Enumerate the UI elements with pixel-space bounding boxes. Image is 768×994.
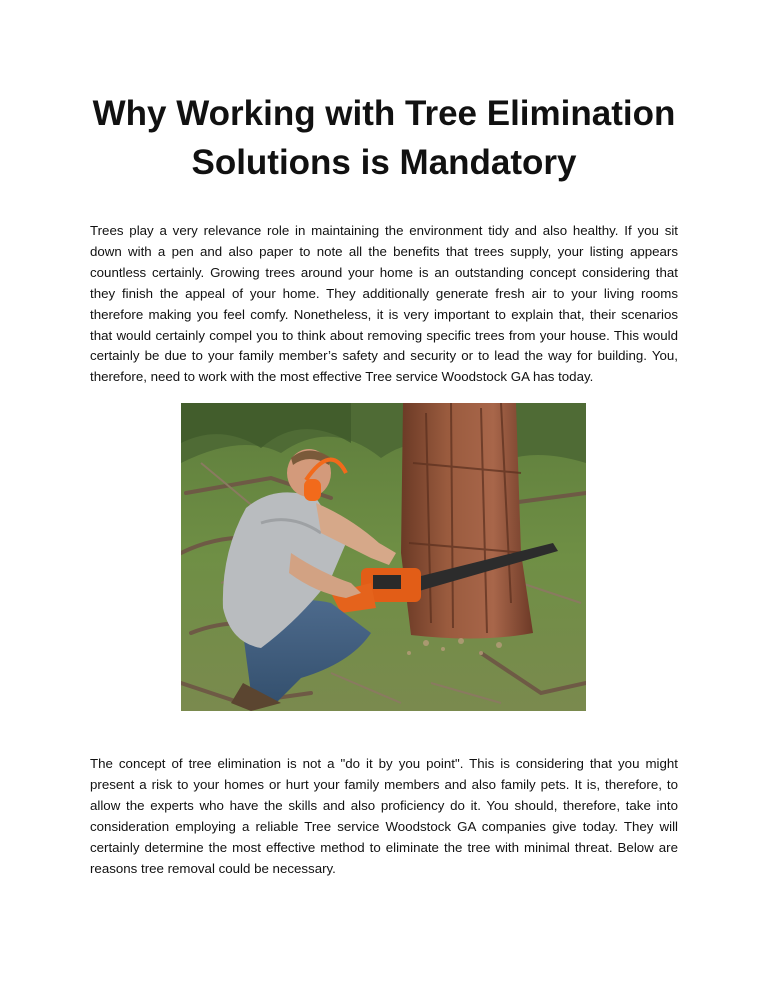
intro-paragraph: Trees play a very relevance role in maintaining the environment tidy and also healthy. If you sit down with a pen and also paper to note all the benefits that trees supply, your listing appears countless certainly. Growing trees around your home is an outstanding concept considering that they finish the appeal of your home. They additionally generate fresh air to your living rooms therefore making you feel comfy. Nonetheless, it is very important to explain that, their scenarios that would certainly compel you to think about removing specific trees from your house. This would certainly be due to your family member’s safety and security or to lead the way for building. You, therefore, need to work with the most effective Tree service Woodstock GA has today. — [90, 223, 678, 385]
page-title: Why Working with Tree Elimination Solutions is Mandatory — [92, 94, 676, 182]
body-paragraph: The concept of tree elimination is not a "do it by you point". This is considering that you might present a risk to your homes or hurt your family members and also family pets. It is, therefore, to allow the experts who have the skills and also proficiency do it. You should, therefore, take into consideration employing a reliable Tree service Woodstock GA companies give today. They will certainly determine the most effective method to eliminate the tree with minimal threat. Below are reasons tree removal could be necessary. — [90, 756, 678, 876]
chainsaw-tree-photo — [181, 403, 586, 711]
